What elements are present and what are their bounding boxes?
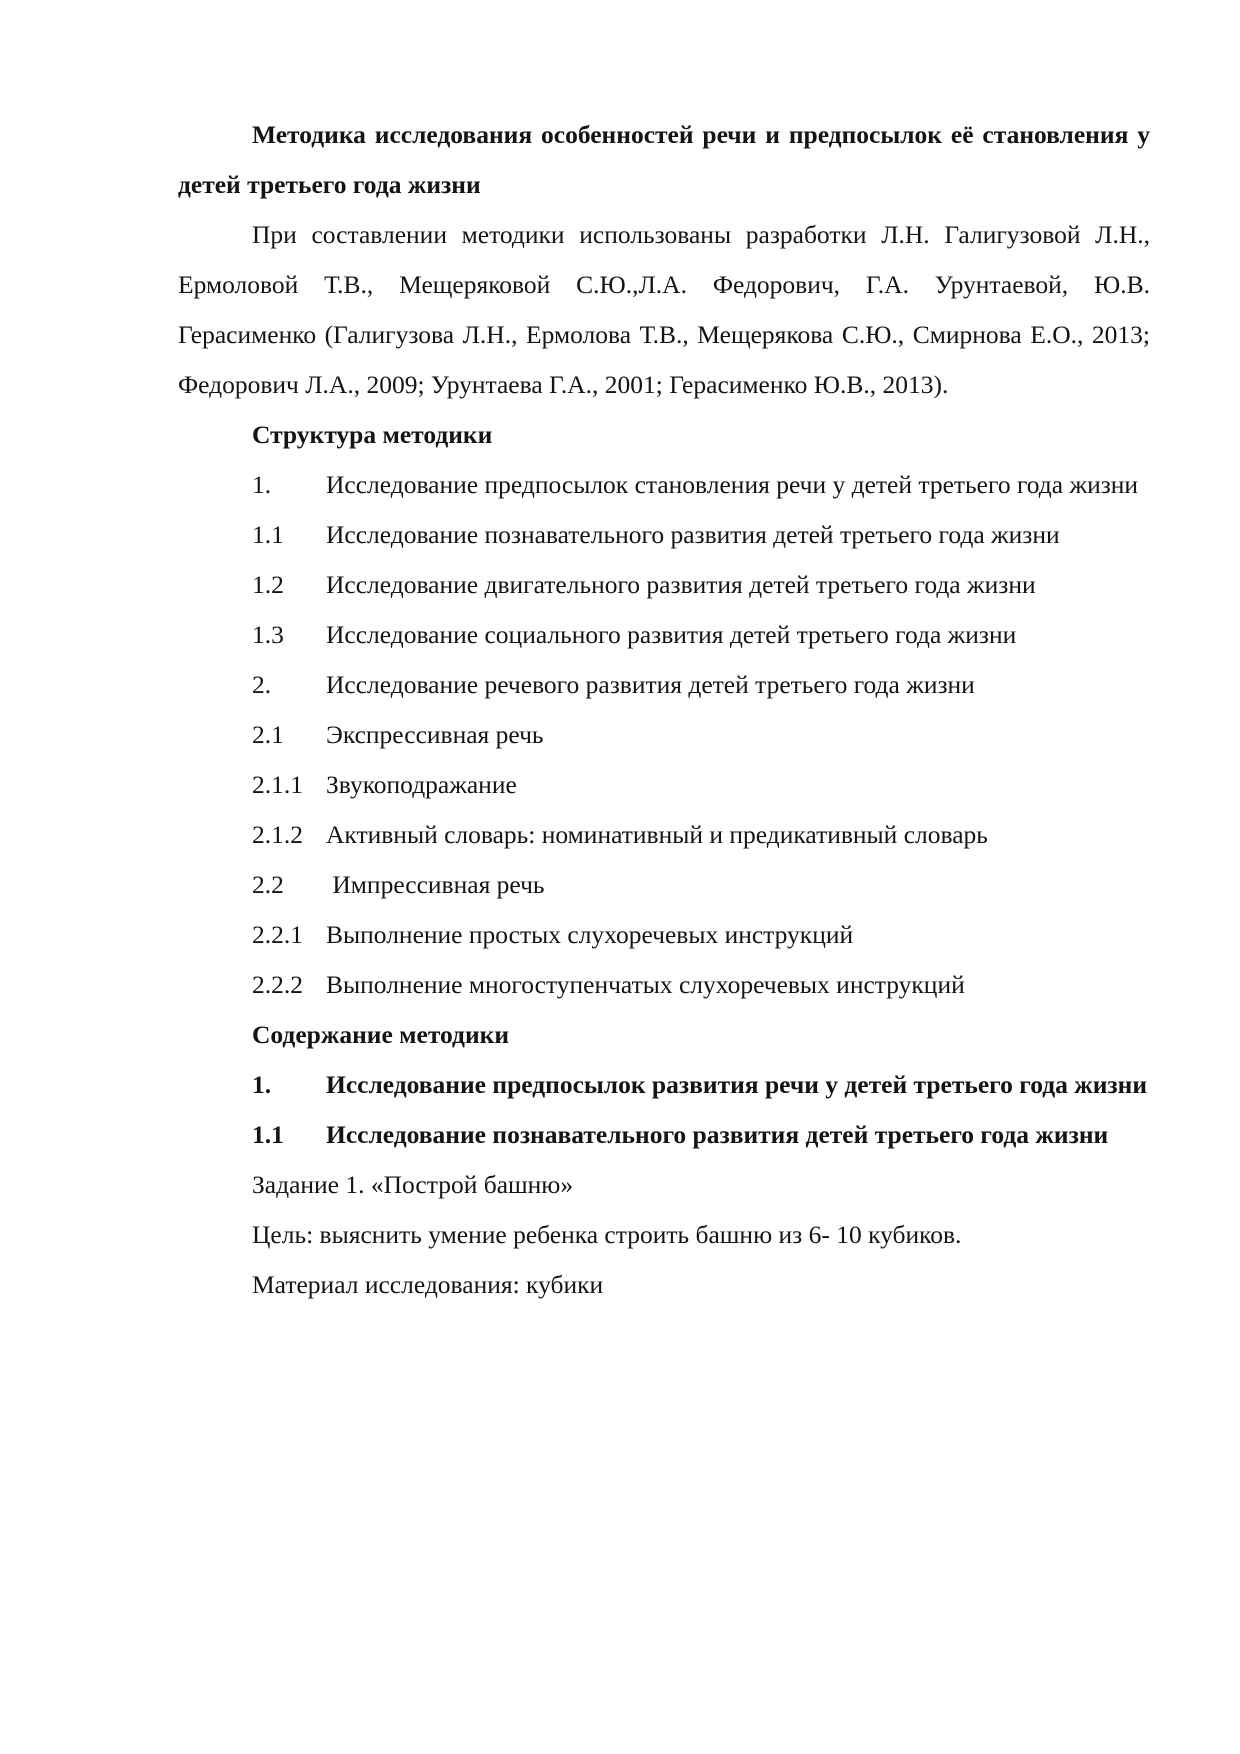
task-material: Материал исследования: кубики [252,1270,604,1299]
item-text: Исследование двигательного развития детей третьего года жизни [326,570,1036,599]
item-text: Исследование речевого развития детей третьего года жизни [326,670,975,699]
item-number: 2. [252,670,272,699]
item-number: 2.2 [252,870,284,899]
item-text: Выполнение многоступенчатых слухоречевых инструкций [326,970,965,999]
structure-item [178,460,1150,510]
item-number: 2.2.2 [252,970,303,999]
structure-item [178,760,1150,810]
structure-item [178,910,1150,960]
section-number: 1. [252,1070,272,1099]
structure-item [178,610,1150,660]
structure-item [178,660,1150,710]
content-heading: Содержание методики [252,1020,510,1049]
item-text: Активный словарь: номинативный и предикативный словарь [326,820,988,849]
item-number: 1.1 [252,520,284,549]
item-number: 1.2 [252,570,284,599]
intro-paragraph: При составлении методики использованы разработки Л.Н. Галигузовой Л.Н., Ермоловой Т.В., Мещеряковой С.Ю.,Л.А. Федорович, Г.А. Урунтаевой, Ю.В. Герасименко (Галигузова Л.Н., Ермолова Т.В., Мещерякова С.Ю., Смирнова Е.О., 2013; Федорович Л.А., 2009; Урунтаева Г.А., 2001; Герасименко Ю.В., 2013). [178,220,1150,399]
section-heading-1-1 [178,1110,1150,1160]
item-number: 2.1 [252,720,284,749]
item-number: 1.3 [252,620,284,649]
item-text: Экспрессивная речь [326,720,544,749]
structure-item [178,960,1150,1010]
section-heading-1 [178,1060,1150,1110]
item-number: 2.1.2 [252,820,303,849]
page-content [178,110,1150,1310]
structure-item [178,810,1150,860]
item-text: Импрессивная речь [326,870,545,899]
section-text: Исследование познавательного развития детей третьего года жизни [326,1120,1109,1149]
item-number: 2.1.1 [252,770,303,799]
item-number: 2.2.1 [252,920,303,949]
structure-item [178,860,1150,910]
item-text: Выполнение простых слухоречевых инструкций [326,920,854,949]
section-number: 1.1 [252,1120,284,1149]
structure-item [178,710,1150,760]
item-text: Исследование познавательного развития детей третьего года жизни [326,520,1060,549]
structure-item [178,510,1150,560]
document-title: Методика исследования особенностей речи и предпосылок её становления у детей третьего года жизни [178,120,1150,199]
item-text: Исследование социального развития детей третьего года жизни [326,620,1017,649]
item-text: Звукоподражание [326,770,517,799]
task-goal: Цель: выяснить умение ребенка строить башню из 6- 10 кубиков. [252,1220,962,1249]
structure-heading: Структура методики [252,420,493,449]
item-text: Исследование предпосылок становления речи у детей третьего года жизни [326,470,1139,499]
section-text: Исследование предпосылок развития речи у детей третьего года жизни [326,1070,1148,1099]
structure-item [178,560,1150,610]
task-title: Задание 1. «Построй башню» [252,1170,574,1199]
item-number: 1. [252,470,272,499]
